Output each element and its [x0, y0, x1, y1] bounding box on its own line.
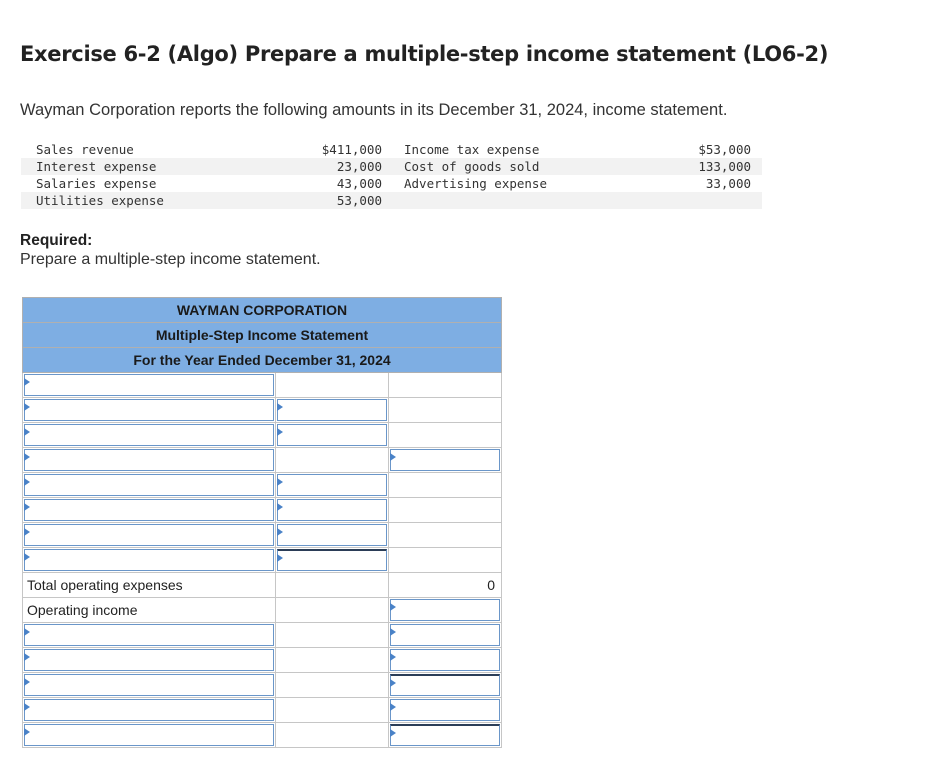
given-label: Interest expense: [36, 159, 157, 174]
given-row: [21, 192, 762, 209]
total-operating-expenses-value: 0: [389, 573, 502, 598]
required-heading: Required:: [20, 232, 93, 249]
income-statement-worksheet: [22, 297, 502, 748]
statement-row: [23, 498, 502, 523]
operating-income-label: Operating income: [23, 598, 276, 623]
total-input: [389, 473, 502, 498]
operating-income-input[interactable]: [389, 598, 502, 623]
total-operating-expenses-row: [23, 573, 502, 598]
statement-row: [23, 648, 502, 673]
given-label: Utilities expense: [36, 193, 164, 208]
statement-row: [23, 398, 502, 423]
statement-row: [23, 523, 502, 548]
account-select[interactable]: [23, 673, 276, 698]
amount-input: [276, 723, 389, 748]
statement-row: [23, 698, 502, 723]
given-value: $411,000: [321, 142, 382, 157]
account-select[interactable]: [23, 398, 276, 423]
amount-input: [276, 648, 389, 673]
amount-input: [276, 673, 389, 698]
amount-input: [276, 698, 389, 723]
given-value: 53,000: [336, 193, 382, 208]
statement-row: [23, 548, 502, 573]
statement-row: [23, 473, 502, 498]
amount-input[interactable]: [276, 398, 389, 423]
account-select[interactable]: [23, 523, 276, 548]
total-input: [389, 523, 502, 548]
given-label: Cost of goods sold: [404, 159, 540, 174]
total-input: [389, 373, 502, 398]
given-value: 133,000: [698, 159, 751, 174]
given-value: 33,000: [705, 176, 751, 191]
given-label: Salaries expense: [36, 176, 157, 191]
given-value: $53,000: [698, 142, 751, 157]
account-select[interactable]: [23, 498, 276, 523]
total-input[interactable]: [389, 648, 502, 673]
given-amounts-table: [21, 141, 762, 211]
amount-input: [276, 573, 389, 598]
operating-income-row: [23, 598, 502, 623]
account-select[interactable]: [23, 423, 276, 448]
statement-row: [23, 423, 502, 448]
total-operating-expenses-label: Total operating expenses: [23, 573, 276, 598]
statement-row: [23, 673, 502, 698]
total-input: [389, 498, 502, 523]
account-select[interactable]: [23, 373, 276, 398]
total-input: [389, 423, 502, 448]
total-input[interactable]: [389, 673, 502, 698]
account-select[interactable]: [23, 698, 276, 723]
statement-row: [23, 373, 502, 398]
amount-input: [276, 623, 389, 648]
statement-period: For the Year Ended December 31, 2024: [23, 348, 502, 373]
total-input[interactable]: [389, 623, 502, 648]
given-row: [21, 141, 762, 158]
required-text: Prepare a multiple-step income statement.: [20, 251, 321, 268]
given-label: Income tax expense: [404, 142, 540, 157]
net-income-row: [23, 723, 502, 748]
given-label: Sales revenue: [36, 142, 134, 157]
given-row: [21, 175, 762, 192]
exercise-title: Exercise 6-2 (Algo) Prepare a multiple-step income statement (LO6-2): [20, 42, 829, 66]
account-select[interactable]: [23, 448, 276, 473]
amount-input[interactable]: [276, 498, 389, 523]
total-input[interactable]: [389, 448, 502, 473]
total-input: [389, 548, 502, 573]
statement-title: Multiple-Step Income Statement: [23, 323, 502, 348]
amount-input[interactable]: [276, 473, 389, 498]
statement-row: [23, 448, 502, 473]
statement-row: [23, 623, 502, 648]
account-select[interactable]: [23, 623, 276, 648]
given-row: [21, 158, 762, 175]
amount-input[interactable]: [276, 523, 389, 548]
total-input: [389, 398, 502, 423]
amount-input[interactable]: [276, 548, 389, 573]
total-input[interactable]: [389, 723, 502, 748]
account-select[interactable]: [23, 548, 276, 573]
amount-input: [276, 598, 389, 623]
given-value: 23,000: [336, 159, 382, 174]
account-select[interactable]: [23, 723, 276, 748]
account-select[interactable]: [23, 473, 276, 498]
account-select[interactable]: [23, 648, 276, 673]
given-value: 43,000: [336, 176, 382, 191]
intro-text: Wayman Corporation reports the following amounts in its December 31, 2024, income statement.: [20, 101, 728, 119]
total-input[interactable]: [389, 698, 502, 723]
statement-company-name: WAYMAN CORPORATION: [23, 298, 502, 323]
amount-input: [276, 373, 389, 398]
amount-input: [276, 448, 389, 473]
amount-input[interactable]: [276, 423, 389, 448]
given-label: Advertising expense: [404, 176, 547, 191]
